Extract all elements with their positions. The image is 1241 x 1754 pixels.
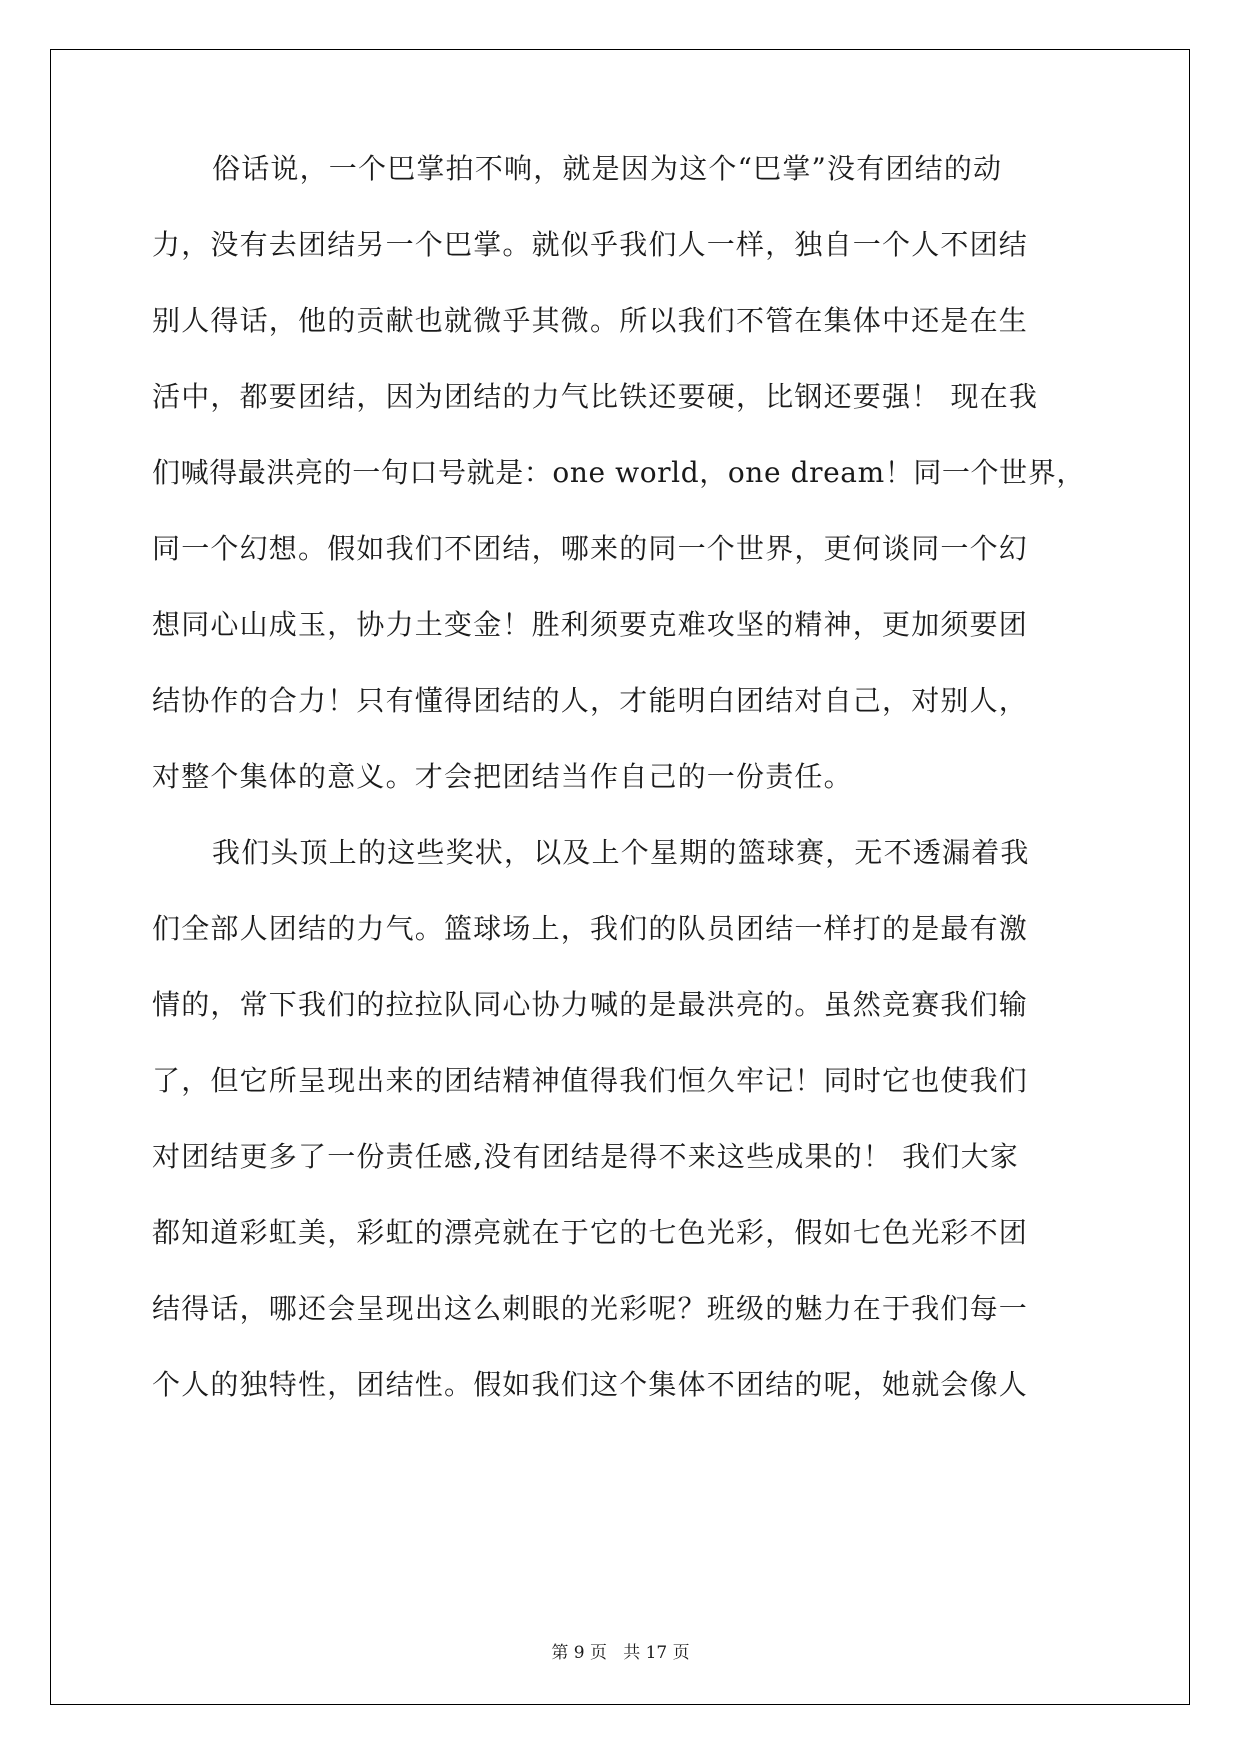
paragraph-2-line-2: 们全部人团结的力气。篮球场上，我们的队员团结一样打的是最有激 — [152, 912, 1029, 945]
paragraph-1-line-4: 活中，都要团结，因为团结的力气比铁还要硬，比钢还要强！ 现在我 — [152, 380, 1039, 413]
paragraph-2-line-8: 个人的独特性，团结性。假如我们这个集体不团结的呢，她就会像人 — [152, 1368, 1029, 1401]
paragraph-2-line-5: 对团结更多了一份责任感,没有团结是得不来这些成果的！ 我们大家 — [152, 1140, 1020, 1173]
paragraph-1-line-5: 们喊得最洪亮的一句口号就是：one world，one dream！同一个世界， — [152, 456, 1085, 489]
paragraph-1-line-7: 想同心山成玉，协力土变金！胜利须要克难攻坚的精神，更加须要团 — [152, 608, 1029, 641]
paragraph-1-line-8: 结协作的合力！只有懂得团结的人，才能明白团结对自己，对别人， — [152, 684, 1029, 717]
paragraph-1-line-3: 别人得话，他的贡献也就微乎其微。所以我们不管在集体中还是在生 — [152, 304, 1029, 337]
paragraph-2-line-1: 我们头顶上的这些奖状，以及上个星期的篮球赛，无不透漏着我 — [212, 836, 1030, 869]
paragraph-2-line-3: 情的，常下我们的拉拉队同心协力喊的是最洪亮的。虽然竞赛我们输 — [152, 988, 1029, 1021]
paragraph-1-line-2: 力，没有去团结另一个巴掌。就似乎我们人一样，独自一个人不团结 — [152, 228, 1029, 261]
paragraph-2-line-4: 了，但它所呈现出来的团结精神值得我们恒久牢记！同时它也使我们 — [152, 1064, 1029, 1097]
paragraph-1-line-9: 对整个集体的意义。才会把团结当作自己的一份责任。 — [152, 760, 853, 793]
page-number-footer: 第 9 页 共 17 页 — [551, 1643, 690, 1663]
paragraph-2-line-7: 结得话，哪还会呈现出这么刺眼的光彩呢？班级的魅力在于我们每一 — [152, 1292, 1029, 1325]
paragraph-1-line-6: 同一个幻想。假如我们不团结，哪来的同一个世界，更何谈同一个幻 — [152, 532, 1029, 565]
page-border — [50, 49, 1190, 1705]
paragraph-2-line-6: 都知道彩虹美，彩虹的漂亮就在于它的七色光彩，假如七色光彩不团 — [152, 1216, 1029, 1249]
paragraph-1-line-1: 俗话说，一个巴掌拍不响，就是因为这个“巴掌”没有团结的动 — [212, 152, 1003, 185]
